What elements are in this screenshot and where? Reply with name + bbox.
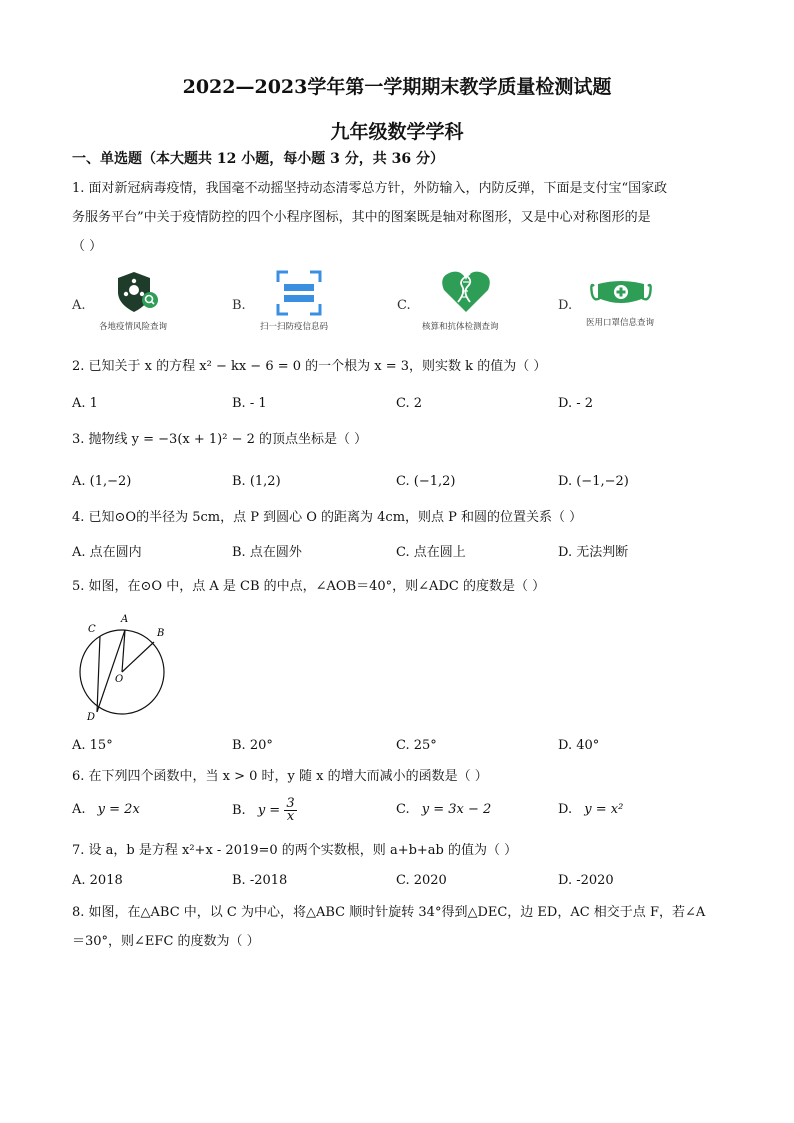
question-1-line-3: （ ） xyxy=(72,239,103,254)
question-1-line-1: 1. 面对新冠病毒疫情，我国毫不动摇坚持动态清零总方针，外防输入，内防反弹，下面是支付宝“国家政 xyxy=(72,181,668,196)
q4-option-a: A. 点在圆内 xyxy=(72,545,142,560)
section-heading: 一、单选题（本大题共 12 小题，每小题 3 分，共 36 分） xyxy=(72,151,444,167)
q6-option-d-expr: y = x² xyxy=(584,802,624,817)
label-a: A xyxy=(121,614,129,625)
q4-option-c: C. 点在圆上 xyxy=(396,545,466,560)
medical-mask-icon xyxy=(588,278,654,308)
question-7: 7. 设 a，b 是方程 x²+x - 2019=0 的两个实数根，则 a+b+ab 的值为（ ） xyxy=(72,843,518,858)
question-3-options xyxy=(72,474,732,498)
q5-option-b: B. 20° xyxy=(232,738,273,753)
circle-figure xyxy=(74,608,174,726)
q6-option-c-expr: y = 3x − 2 xyxy=(421,802,492,817)
q7-option-c: C. 2020 xyxy=(396,873,447,888)
q7-option-a: A. 2018 xyxy=(72,873,123,888)
q2-option-c: C. 2 xyxy=(396,396,423,411)
q6-option-a xyxy=(72,802,140,817)
scan-code-icon xyxy=(276,270,322,316)
option-d-caption: 医用口罩信息查询 xyxy=(586,318,655,328)
label-c: C xyxy=(88,624,96,635)
q4-option-b: B. 点在圆外 xyxy=(232,545,302,560)
q6-option-d-label: D. xyxy=(558,802,573,817)
option-c-caption: 核算和抗体检测查询 xyxy=(422,322,499,332)
question-3: 3. 抛物线 y = −3(x + 1)² − 2 的顶点坐标是（ ） xyxy=(72,432,368,447)
q6-option-b-label: B. xyxy=(232,803,246,818)
q5-option-a: A. 15° xyxy=(72,738,113,753)
exam-subtitle: 九年级数学学科 xyxy=(330,121,464,143)
question-7-options xyxy=(72,873,732,897)
question-5-options xyxy=(72,738,732,762)
question-8-line-1: 8. 如图，在△ABC 中，以 C 为中心，将△ABC 顺时针旋转 34°得到△DEC，边 ED，AC 相交于点 F，若∠A xyxy=(72,905,706,920)
option-a-label: A. xyxy=(72,298,86,313)
label-d: D xyxy=(87,712,96,723)
q6-option-b-numerator: 3 xyxy=(286,796,295,811)
q6-option-b-fraction xyxy=(284,798,296,823)
q6-option-d xyxy=(558,802,623,817)
question-4: 4. 已知⊙O的半径为 5cm，点 P 到圆心 O 的距离为 4cm，则点 P 和圆的位置关系（ ） xyxy=(72,510,583,525)
heart-dna-icon xyxy=(440,268,492,314)
q3-option-b: B. (1,2) xyxy=(232,474,281,489)
q6-option-c-label: C. xyxy=(396,802,410,817)
q3-option-c: C. (−1,2) xyxy=(396,474,456,489)
q6-option-c xyxy=(396,802,491,817)
q7-option-d: D. -2020 xyxy=(558,873,614,888)
q5-option-c: C. 25° xyxy=(396,738,437,753)
q3-option-a: A. (1,−2) xyxy=(72,474,132,489)
q4-option-d: D. 无法判断 xyxy=(558,545,629,560)
q2-option-b: B. - 1 xyxy=(232,396,267,411)
label-b: B xyxy=(157,628,165,639)
q6-option-b-lhs: y = xyxy=(257,803,281,818)
question-2-options xyxy=(72,396,732,420)
option-b-caption: 扫一扫防疫信息码 xyxy=(260,322,329,332)
q5-option-d: D. 40° xyxy=(558,738,600,753)
question-5: 5. 如图，在⊙O 中，点 A 是 CB 的中点，∠AOB＝40°，则∠ADC 的度数是（ ） xyxy=(72,579,546,594)
chord-cd xyxy=(97,636,100,712)
option-a-caption: 各地疫情风险查询 xyxy=(99,322,168,332)
option-b-label: B. xyxy=(232,298,246,313)
q6-option-b xyxy=(232,798,297,823)
q2-option-a: A. 1 xyxy=(72,396,98,411)
question-6: 6. 在下列四个函数中，当 x > 0 时，y 随 x 的增大而减小的函数是（ ） xyxy=(72,769,488,784)
option-c-label: C. xyxy=(397,298,411,313)
shield-virus-icon xyxy=(114,270,166,314)
q3-option-d: D. (−1,−2) xyxy=(558,474,629,489)
radius-ob xyxy=(122,642,154,672)
label-o: O xyxy=(115,674,124,685)
q6-option-a-label: A. xyxy=(72,802,86,817)
q6-option-b-denominator: x xyxy=(286,809,295,824)
question-6-options xyxy=(72,796,732,836)
q2-option-d: D. - 2 xyxy=(558,396,594,411)
question-8 xyxy=(72,898,732,956)
q7-option-b: B. -2018 xyxy=(232,873,288,888)
question-1-line-2: 务服务平台”中关于疫情防控的四个小程序图标，其中的图案既是轴对称图形，又是中心对称图形的是 xyxy=(72,210,651,225)
q6-option-a-expr: y = 2x xyxy=(97,802,140,817)
exam-title: 2022—2023学年第一学期期末教学质量检测试题 xyxy=(182,76,612,98)
chord-ad xyxy=(97,630,125,712)
question-8-line-2: ＝30°，则∠EFC 的度数为（ ） xyxy=(72,934,260,949)
question-4-options xyxy=(72,541,732,565)
question-1 xyxy=(72,174,732,261)
option-d-label: D. xyxy=(558,298,573,313)
question-2: 2. 已知关于 x 的方程 x² − kx − 6 = 0 的一个根为 x = 3，则实数 k 的值为（ ） xyxy=(72,359,547,374)
